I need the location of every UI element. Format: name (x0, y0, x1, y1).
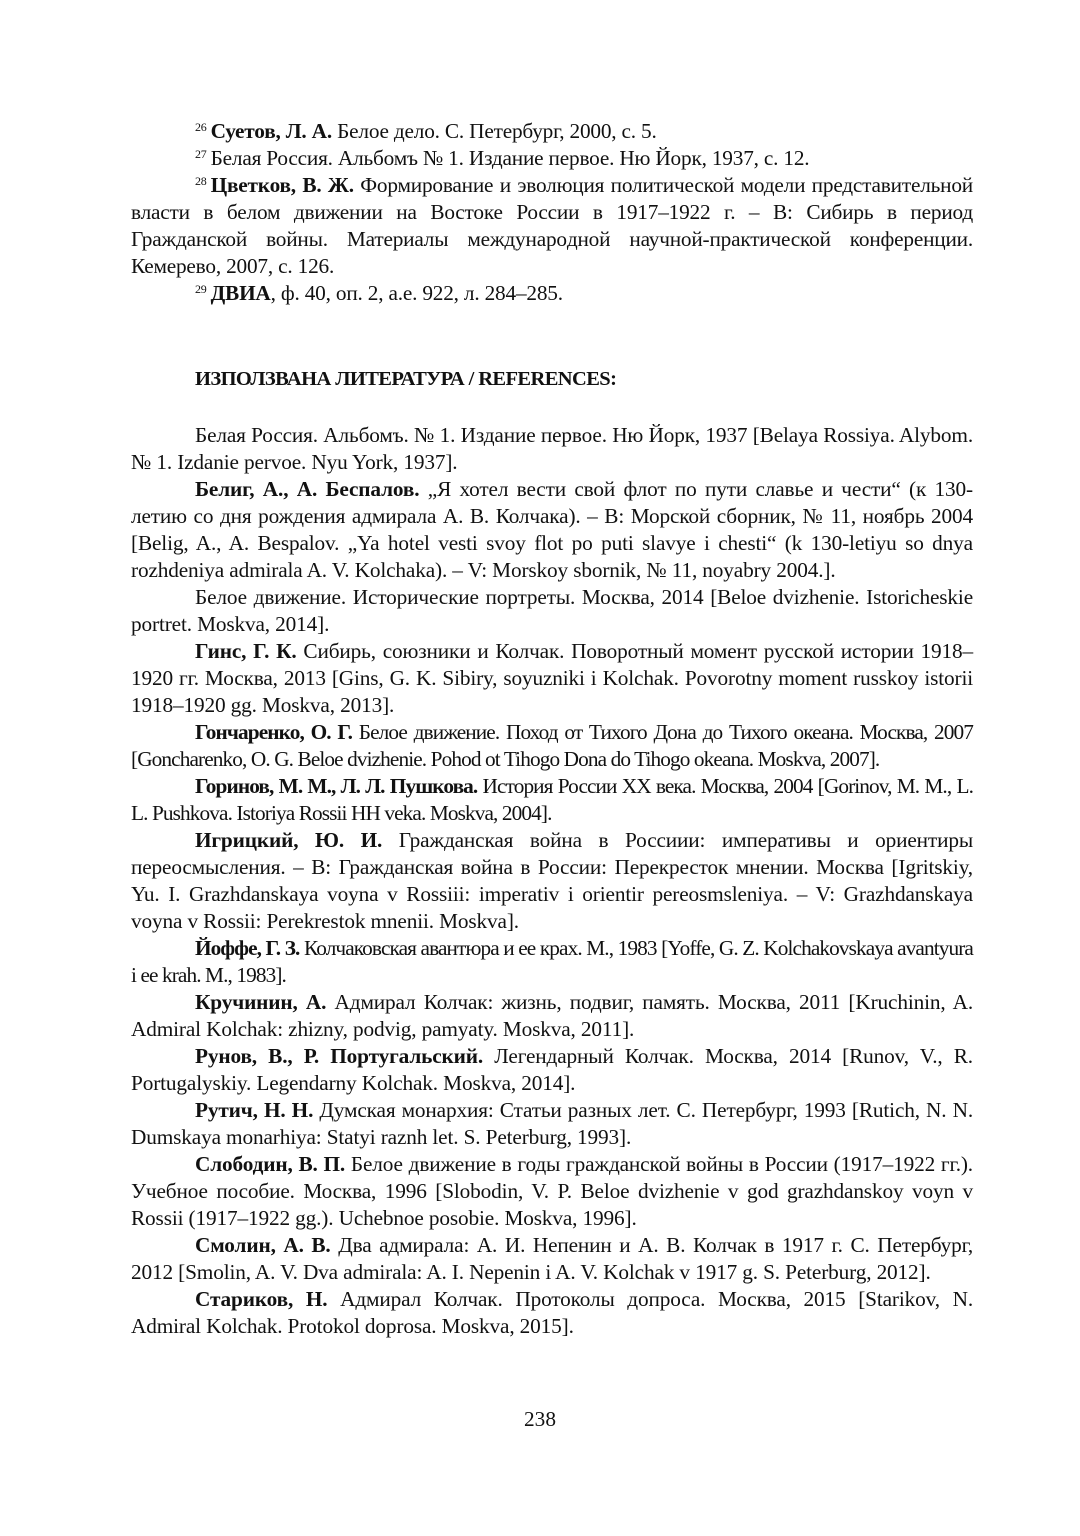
reference-text: Белое движение. Исторические портреты. Москва, 2014 [Beloe dvizhenie. Istoricheskie portret. Moskva, 2014]. (131, 585, 973, 636)
references-list (131, 422, 973, 1340)
reference-author: Белиг, А., А. Беспалов. (195, 477, 420, 501)
reference-text: Белое движение. Поход от Тихого Дона до Тихого океана. Москва, 2007 [Goncharenko, O. G. Beloe dvizhenie. Pohod ot Tihogo Dona do Tihogo okeana. Moskva, 2007]. (131, 720, 973, 771)
reference-text: Сибирь, союзники и Колчак. Поворотный момент русской истории 1918–1920 гг. Москва, 2013 [Gins, G. K. Sibiry, soyuzniki i Kolchak. Povorotny moment russkoy istorii 1918–1920 gg. Moskva, 2013]. (131, 639, 974, 717)
reference-author: Стариков, Н. (195, 1287, 328, 1311)
footnote (131, 145, 973, 172)
reference-author: Смолин, А. В. (195, 1233, 331, 1257)
footnote-text: , ф. 40, оп. 2, а.е. 922, л. 284–285. (270, 281, 563, 305)
reference-entry (131, 1286, 973, 1340)
reference-entry (131, 719, 973, 773)
footnote-author: Цветков, В. Ж. (210, 173, 354, 197)
reference-entry (131, 1151, 973, 1232)
reference-text: Гражданская война в Россиии: императивы и ориентиры переосмысления. – В: Гражданская война в России: Перекресток мнении. Москва [Igritskiy, Yu. I. Grazhdanskaya voyna v Rossiii: imperativ i orientir pereosmsleniya. – V: Grazhdanskaya voyna v Rossii: Perekrestok mnenii. Moskva]. (131, 828, 973, 933)
reference-entry (131, 989, 973, 1043)
reference-text: История России XX века. Москва, 2004 [Gorinov, M. M., L. L. Pushkova. Istoriya Rossii HH veka. Moskva, 2004]. (131, 774, 973, 825)
footnote (131, 172, 973, 280)
footnote-author: Суетов, Л. А. (210, 119, 332, 143)
reference-text: Адмирал Колчак. Протоколы допроса. Москва, 2015 [Starikov, N. Admiral Kolchak. Protokol doprosa. Moskva, 2015]. (131, 1287, 973, 1338)
reference-entry (131, 1097, 973, 1151)
reference-text: Легендарный Колчак. Москва, 2014 [Runov, V., R. Portugalyskiy. Legendarny Kolchak. Moskva, 2014]. (131, 1044, 973, 1095)
reference-author: Йоффе, Г. З. (195, 936, 300, 960)
footnote-author: ДВИА (210, 281, 271, 305)
reference-text: „Я хотел вести свой флот по пути славье и чести“ (к 130-летию со дня рождения адмирала А. В. Колчака). – В: Морской сборник, № 11, ноябрь 2004 [Belig, A., A. Bespalov. „Ya hotel vesti svoy flot po puti slavye i chesti“ (k 130-letiyu so dnya rozhdeniya admirala A. V. Kolchaka). – V: Morskoy sbornik, № 11, noyabry 2004.]. (131, 477, 973, 582)
footnote-number: 29 (195, 282, 207, 296)
reference-entry (131, 422, 973, 476)
document-page (131, 118, 973, 1340)
footnote (131, 280, 973, 307)
reference-text: Белая Россия. Альбомъ. № 1. Издание первое. Ню Йорк, 1937 [Belaya Rossiya. Alybom. № 1. Izdanie pervoe. Nyu York, 1937]. (131, 423, 973, 474)
footnote-number: 27 (195, 147, 207, 161)
reference-author: Горинов, М. М., Л. Л. Пушкова. (195, 774, 478, 798)
footnote-text: Белая Россия. Альбомъ № 1. Издание первое. Ню Йорк, 1937, с. 12. (210, 146, 810, 170)
reference-entry (131, 1043, 973, 1097)
reference-entry (131, 584, 973, 638)
footnote-number: 26 (195, 120, 207, 134)
reference-text: Белое движение в годы гражданской войны в России (1917–1922 гг.). Учебное пособие. Москва, 1996 [Slobodin, V. P. Beloe dvizhenie v god grazhdanskoy voyn v Rossii (1917–1922 gg.). Uchebnoe posobie. Moskva, 1996]. (131, 1152, 973, 1230)
reference-entry (131, 827, 973, 935)
footnote (131, 118, 973, 145)
reference-author: Кручинин, А. (195, 990, 327, 1014)
reference-text: Думская монархия: Статьи разных лет. С. Петербург, 1993 [Rutich, N. N. Dumskaya monarhiya: Statyi raznh let. S. Peterburg, 1993]. (131, 1098, 973, 1149)
reference-author: Игрицкий, Ю. И. (195, 828, 383, 852)
reference-entry (131, 638, 973, 719)
reference-author: Слободин, В. П. (195, 1152, 346, 1176)
reference-author: Гинс, Г. К. (195, 639, 297, 663)
footnote-number: 28 (195, 174, 207, 188)
reference-author: Рунов, В., Р. Португальский. (195, 1044, 484, 1068)
reference-text: Колчаковская авантюра и ее крах. М., 1983 [Yoffe, G. Z. Kolchakovskaya avantyura i ee krah. M., 1983]. (131, 936, 973, 987)
reference-text: Два адмирала: А. И. Непенин и А. В. Колчак в 1917 г. С. Петербург, 2012 [Smolin, A. V. Dva admirala: A. I. Nepenin i A. V. Kolchak v 1917 g. S. Peterburg, 2012]. (131, 1233, 973, 1284)
reference-text: Адмирал Колчак: жизнь, подвиг, память. Москва, 2011 [Kruchinin, A. Admiral Kolchak: zhizny, podvig, pamyaty. Moskva, 2011]. (131, 990, 973, 1041)
reference-author: Гончаренко, О. Г. (195, 720, 353, 744)
footnote-text: Формирование и эволюция политической модели представительной власти в белом движении на Востоке России в 1917–1922 г. – В: Сибирь в период Гражданской войны. Материалы междунарoдной научной-практической конференции. Кемерево, 2007, с. 126. (131, 173, 973, 278)
page-number: 238 (524, 1407, 556, 1431)
reference-entry (131, 935, 973, 989)
footnotes (131, 118, 973, 307)
reference-entry (131, 1232, 973, 1286)
references-heading: ИЗПОЛЗВАНА ЛИТЕРАТУРА / REFERENCES: (195, 368, 617, 390)
reference-author: Рутич, Н. Н. (195, 1098, 314, 1122)
footnote-text: Белое дело. С. Петербург, 2000, с. 5. (331, 119, 657, 143)
reference-entry (131, 773, 973, 827)
reference-entry (131, 476, 973, 584)
